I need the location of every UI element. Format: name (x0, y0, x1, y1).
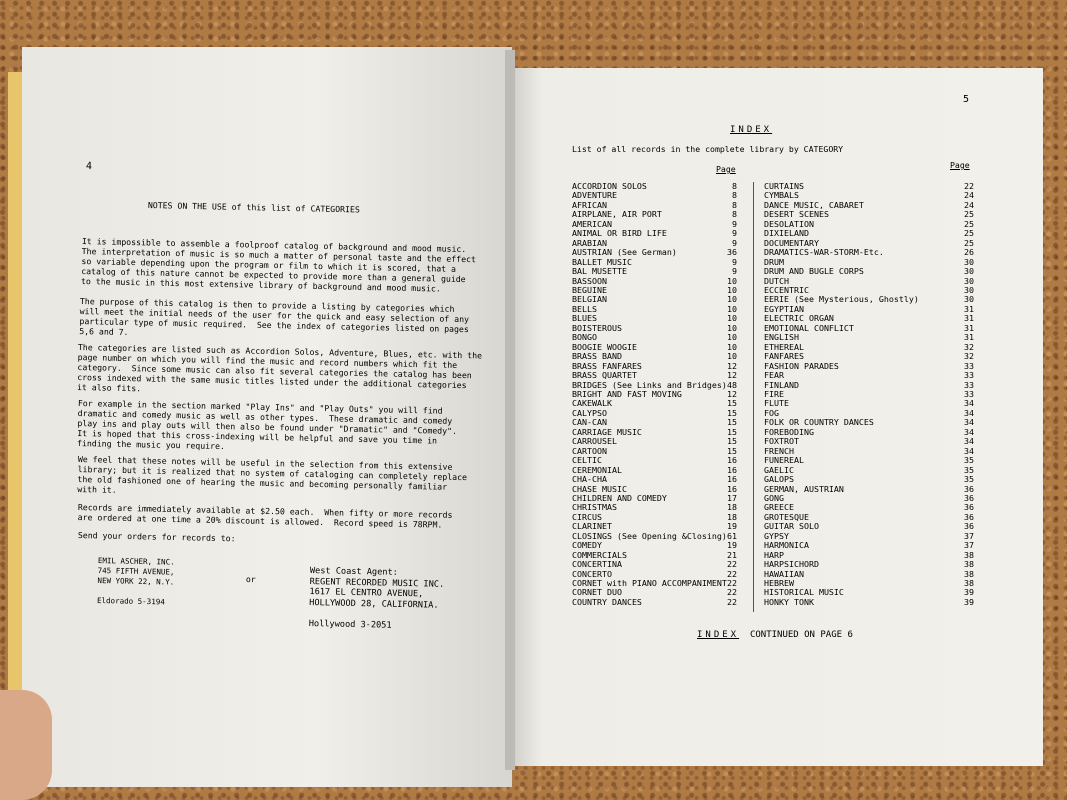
index-page-number: 30 (964, 294, 974, 305)
index-page-number: 22 (727, 596, 737, 607)
index-category: DESOLATION (764, 218, 814, 229)
index-page-number: 15 (727, 445, 737, 456)
or-label: or (245, 574, 256, 585)
index-page-number: 31 (964, 303, 974, 314)
index-category: CEREMONIAL (572, 464, 622, 475)
index-page-number: 10 (727, 303, 737, 314)
index-category: BRIGHT AND FAST MOVING (572, 388, 682, 399)
index-page-number: 10 (727, 351, 737, 362)
index-page-number: 10 (727, 322, 737, 333)
index-page-number: 25 (964, 228, 974, 239)
index-category: AIRPLANE, AIR PORT (572, 209, 662, 220)
paragraph-6: Records are immediately available at $2.50 each. When fifty or more records are ordered at one time a 20% discount is allowed. Record speed is 78RPM. (77, 502, 453, 530)
index-category: HONKY TONK (764, 596, 814, 607)
index-category: DANCE MUSIC, CABARET (764, 199, 864, 210)
index-page-number: 8 (732, 209, 737, 220)
index-entry (764, 541, 974, 550)
column-divider (753, 182, 754, 612)
index-page-number: 16 (727, 474, 737, 485)
index-page-number: 38 (964, 559, 974, 570)
index-category: DOCUMENTARY (764, 237, 819, 248)
right-page-number: 5 (963, 94, 970, 105)
index-page-number: 22 (727, 578, 737, 589)
index-subtitle: List of all records in the complete library by CATEGORY (572, 144, 844, 154)
index-page-number: 31 (964, 332, 974, 343)
index-category: ECCENTRIC (764, 284, 809, 295)
index-category: EERIE (See Mysterious, Ghostly) (764, 294, 919, 305)
index-category: HISTORICAL MUSIC (764, 587, 844, 598)
index-title: INDEX (730, 125, 773, 135)
index-page-number: 10 (727, 332, 737, 343)
index-category: COMMERCIALS (572, 549, 627, 560)
index-page-number: 32 (964, 341, 974, 352)
index-category: CALYPSO (572, 407, 607, 418)
index-category: FUNEREAL (764, 455, 804, 466)
index-entry (572, 598, 737, 607)
index-page-number: 22 (727, 587, 737, 598)
index-category: CAKEWALK (572, 398, 612, 409)
index-page-number: 30 (964, 275, 974, 286)
index-category: ACCORDION SOLOS (572, 181, 647, 191)
index-page-number: 39 (964, 596, 974, 607)
index-category: GREECE (764, 502, 794, 513)
index-category: ANIMAL OR BIRD LIFE (572, 228, 667, 239)
index-page-number: 38 (964, 568, 974, 579)
index-page-number: 34 (964, 417, 974, 428)
index-page-number: 16 (727, 455, 737, 466)
index-category: BAL MUSETTE (572, 266, 627, 277)
index-page-number: 21 (727, 549, 737, 560)
index-page-number: 38 (964, 578, 974, 589)
index-category: GALOPS (764, 474, 794, 485)
index-page-number: 37 (964, 540, 974, 551)
index-category: DRUM AND BUGLE CORPS (764, 266, 864, 277)
index-category: BRASS QUARTET (572, 370, 637, 381)
index-page-number: 36 (964, 492, 974, 503)
index-page-number: 15 (727, 426, 737, 437)
index-page-number: 25 (964, 237, 974, 248)
index-page-number: 25 (964, 218, 974, 229)
index-category: BRIDGES (See Links and Bridges) (572, 379, 727, 390)
page-column-label-left: Page (716, 164, 736, 174)
index-category: CONCERTINA (572, 559, 622, 570)
index-category: ARABIAN (572, 237, 607, 248)
index-page-number: 48 (727, 379, 737, 390)
book-spine (505, 50, 515, 770)
index-entry (764, 267, 974, 276)
index-category: AFRICAN (572, 199, 607, 210)
index-footer (697, 630, 853, 640)
index-page-number: 61 (727, 530, 737, 541)
index-category: FOG (764, 407, 779, 418)
index-category: CHA-CHA (572, 474, 607, 485)
index-category: AUSTRIAN (See German) (572, 247, 677, 258)
index-category: CHRISTMAS (572, 502, 617, 513)
paragraph-2: The purpose of this catalog is then to provide a listing by categories which will meet the initial needs of the user for the quick and easy selection of any particular type of music required. See the index of categories listed on pages 5,6 and 7. (79, 296, 470, 338)
index-category: CELTIC (572, 455, 602, 466)
index-category: CHASE MUSIC (572, 483, 627, 494)
index-category: CORNET DUO (572, 587, 622, 598)
index-category: BONGO (572, 332, 597, 343)
index-category: AMERICAN (572, 218, 612, 229)
index-category: FOLK OR COUNTRY DANCES (764, 417, 874, 428)
index-page-number: 30 (964, 266, 974, 277)
index-page-number: 38 (964, 549, 974, 560)
index-page-number: 26 (964, 247, 974, 258)
index-page-number: 12 (727, 360, 737, 371)
index-page-number: 25 (964, 209, 974, 220)
index-category: CLOSINGS (See Opening &Closing) (572, 530, 727, 541)
index-category: BELGIAN (572, 294, 607, 305)
index-page-number: 9 (732, 218, 737, 229)
index-category: FOXTROT (764, 436, 799, 447)
left-page-number: 4 (85, 161, 93, 173)
index-right-column (764, 182, 974, 607)
index-category: ELECTRIC ORGAN (764, 313, 834, 324)
index-page-number: 16 (727, 464, 737, 475)
index-category: CHILDREN AND COMEDY (572, 492, 667, 503)
index-category: HARPSICHORD (764, 559, 819, 570)
index-entry (764, 248, 974, 257)
address-west: West Coast Agent: REGENT RECORDED MUSIC INC. 1617 EL CENTRO AVENUE, HOLLYWOOD 28, CALIFORNIA. Hollywood 3-2051 (308, 566, 445, 631)
index-page-number: 9 (732, 256, 737, 267)
index-page-number: 33 (964, 370, 974, 381)
paragraph-4: For example in the section marked "Play Ins" and "Play Outs" you will find dramatic and comedy music as well as other types. These dramatic and comedy play ins and play outs will then also be found under "Dramatic" and "Comedy". It is hoped that this cross-indexing will be helpful and save you time in finding the music you require. (76, 398, 458, 452)
index-page-number: 34 (964, 426, 974, 437)
index-category: DESERT SCENES (764, 209, 829, 220)
index-page-number: 30 (964, 256, 974, 267)
index-category: FIRE (764, 388, 784, 399)
index-page-number: 32 (964, 351, 974, 362)
index-entry (764, 437, 974, 446)
index-left-column (572, 182, 737, 607)
paragraph-1: It is impossible to assemble a foolproof catalog of background and mood music. The interpretation of music is so much a matter of personal taste and the effect so variable depending upon the program or film to which it is scored, that a catalog of this nature cannot be expected to provide more than a general guide to the music in this most extensive library of background and mood music. (80, 236, 477, 294)
index-page-number: 35 (964, 474, 974, 485)
index-category: ENGLISH (764, 332, 799, 343)
index-page-number: 15 (727, 407, 737, 418)
index-entry (764, 598, 974, 607)
index-category: ETHEREAL (764, 341, 804, 352)
index-page-number: 37 (964, 530, 974, 541)
index-category: FRENCH (764, 445, 794, 456)
index-page-number: 36 (964, 483, 974, 494)
index-page-number: 22 (727, 568, 737, 579)
index-category: HARMONICA (764, 540, 809, 551)
index-category: CARTOON (572, 445, 607, 456)
index-category: DRUM (764, 256, 784, 267)
index-page-number: 36 (727, 247, 737, 258)
index-category: BLUES (572, 313, 597, 324)
index-category: BRASS FANFARES (572, 360, 642, 371)
index-category: GONG (764, 492, 784, 503)
page-column-label-right: Page (950, 160, 970, 170)
index-category: GERMAN, AUSTRIAN (764, 483, 844, 494)
index-entry (764, 390, 974, 399)
index-page-number: 15 (727, 398, 737, 409)
index-page-number: 35 (964, 455, 974, 466)
index-entry (764, 570, 974, 579)
index-category: FEAR (764, 370, 784, 381)
index-category: GAELIC (764, 464, 794, 475)
index-category: HARP (764, 549, 784, 560)
index-category: GROTESQUE (764, 511, 809, 522)
index-category: HEBREW (764, 578, 794, 589)
index-category: DUTCH (764, 275, 789, 286)
index-category: CAN-CAN (572, 417, 607, 428)
index-page-number: 34 (964, 436, 974, 447)
index-category: BALLET MUSIC (572, 256, 632, 267)
index-page-number: 17 (727, 492, 737, 503)
index-page-number: 10 (727, 341, 737, 352)
index-category: CLARINET (572, 521, 612, 532)
index-category: BEGUINE (572, 284, 607, 295)
paragraph-5: We feel that these notes will be useful in the selection from this extensive library; but it is realized that no system of cataloging can completely replace the old fashioned one of hearing the music and becoming personally familiar with it. (77, 454, 468, 495)
index-page-number: 15 (727, 436, 737, 447)
index-page-number: 34 (964, 398, 974, 409)
index-category: COMEDY (572, 540, 602, 551)
index-entry (764, 466, 974, 475)
footer-continued: CONTINUED ON PAGE 6 (749, 630, 853, 640)
index-page-number: 33 (964, 388, 974, 399)
index-category: CIRCUS (572, 511, 602, 522)
index-page-number: 10 (727, 313, 737, 324)
index-category: CARRIAGE MUSIC (572, 426, 642, 437)
left-page-heading: NOTES ON THE USE of this list of CATEGORIES (147, 200, 360, 215)
index-page-number: 39 (964, 587, 974, 598)
paragraph-7: Send your orders for records to: (77, 530, 236, 544)
index-category: GYPSY (764, 530, 789, 541)
index-page-number: 34 (964, 445, 974, 456)
index-page-number: 24 (964, 199, 974, 210)
index-page-number: 9 (732, 266, 737, 277)
index-entry (764, 381, 974, 390)
index-page-number: 15 (727, 417, 737, 428)
index-page-number: 9 (732, 228, 737, 239)
index-category: COUNTRY DANCES (572, 596, 642, 607)
index-category: BOOGIE WOOGIE (572, 341, 637, 352)
index-page-number: 35 (964, 464, 974, 475)
index-page-number: 36 (964, 511, 974, 522)
index-entry (764, 362, 974, 371)
index-category: CARROUSEL (572, 436, 617, 447)
index-category: FINLAND (764, 379, 799, 390)
index-page-number: 36 (964, 502, 974, 513)
index-category: BASSOON (572, 275, 607, 286)
index-entry (764, 399, 974, 408)
index-entry (764, 485, 974, 494)
index-entry (764, 456, 974, 465)
index-category: CURTAINS (764, 181, 804, 191)
index-category: BRASS BAND (572, 351, 622, 362)
index-page-number: 34 (964, 407, 974, 418)
index-page-number: 10 (727, 284, 737, 295)
index-category: HAWAIIAN (764, 568, 804, 579)
index-page-number: 22 (964, 181, 974, 191)
index-page-number: 12 (727, 370, 737, 381)
index-category: FANFARES (764, 351, 804, 362)
index-page-number: 18 (727, 502, 737, 513)
index-page-number: 9 (732, 237, 737, 248)
index-page-number: 33 (964, 360, 974, 371)
index-page-number: 10 (727, 275, 737, 286)
index-category: DIXIELAND (764, 228, 809, 239)
index-page-number: 33 (964, 379, 974, 390)
thumb (0, 690, 52, 800)
index-category: FASHION PARADES (764, 360, 839, 371)
index-category: CORNET with PIANO ACCOMPANIMENT (572, 578, 727, 589)
index-entry (764, 522, 974, 531)
index-category: DRAMATICS-WAR-STORM-Etc. (764, 247, 884, 258)
index-page-number: 10 (727, 294, 737, 305)
index-page-number: 31 (964, 322, 974, 333)
index-page-number: 31 (964, 313, 974, 324)
index-category: EMOTIONAL CONFLICT (764, 322, 854, 333)
index-category: BELLS (572, 303, 597, 314)
index-page-number: 19 (727, 540, 737, 551)
index-page-number: 8 (732, 190, 737, 201)
index-category: ADVENTURE (572, 190, 617, 201)
index-page-number: 8 (732, 181, 737, 191)
index-category: CONCERTO (572, 568, 612, 579)
index-page-number: 8 (732, 199, 737, 210)
index-category: GUITAR SOLO (764, 521, 819, 532)
index-page-number: 22 (727, 559, 737, 570)
index-category: EGYPTIAN (764, 303, 804, 314)
index-category: BOISTEROUS (572, 322, 622, 333)
index-page-number: 12 (727, 388, 737, 399)
index-page-number: 19 (727, 521, 737, 532)
index-page-number: 18 (727, 511, 737, 522)
footer-index-label: INDEX (697, 630, 740, 640)
index-category: CYMBALS (764, 190, 799, 201)
index-category: FLUTE (764, 398, 789, 409)
index-page-number: 16 (727, 483, 737, 494)
paragraph-3: The categories are listed such as Accordion Solos, Adventure, Blues, etc. with the page number on which you will find the music and record numbers which fit the category. Since some music can also fit several categories the catalog has been cross indexed with the same music titles listed under the additional categories it also fits. (76, 342, 483, 394)
index-page-number: 24 (964, 190, 974, 201)
index-entry (764, 494, 974, 503)
index-page-number: 30 (964, 284, 974, 295)
address-east: EMIL ASCHER, INC. 745 FIFTH AVENUE, NEW YORK 22, N.Y. Eldorado 5-3194 (96, 556, 175, 607)
index-category: FOREBODING (764, 426, 814, 437)
index-page-number: 36 (964, 521, 974, 532)
